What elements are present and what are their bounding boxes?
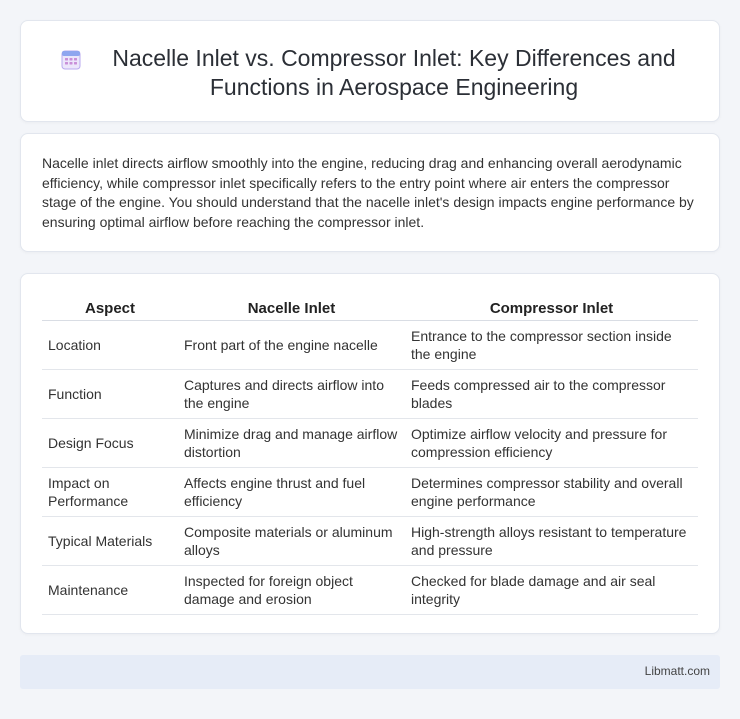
table-row: [42, 566, 698, 615]
header-compressor-inlet: Compressor Inlet: [405, 296, 698, 321]
cell-nacelle: Captures and directs airflow into the engine: [178, 370, 405, 419]
cell-aspect: Typical Materials: [42, 517, 178, 566]
cell-aspect: Impact on Performance: [42, 468, 178, 517]
table-row: [42, 419, 698, 468]
title-card: [20, 20, 720, 122]
cell-aspect: Function: [42, 370, 178, 419]
cell-aspect: Design Focus: [42, 419, 178, 468]
table-row: [42, 468, 698, 517]
cell-nacelle: Inspected for foreign object damage and erosion: [178, 566, 405, 615]
table-row: [42, 517, 698, 566]
header-nacelle-inlet: Nacelle Inlet: [178, 296, 405, 321]
comparison-table: [42, 296, 698, 615]
comparison-card: [20, 273, 720, 634]
intro-paragraph: Nacelle inlet directs airflow smoothly into the engine, reducing drag and enhancing overall aerodynamic efficiency, while compressor inlet specifically refers to the entry point where air enters the compressor stage of the engine. You should understand that the nacelle inlet's design impacts engine performance by ensuring optimal airflow before reaching the compressor inlet.: [42, 155, 694, 230]
cell-compressor: Feeds compressed air to the compressor blades: [405, 370, 698, 419]
footer: [20, 655, 720, 689]
cell-nacelle: Minimize drag and manage airflow distortion: [178, 419, 405, 468]
cell-compressor: Determines compressor stability and overall engine performance: [405, 468, 698, 517]
table-header-row: [42, 296, 698, 321]
cell-compressor: High-strength alloys resistant to temperature and pressure: [405, 517, 698, 566]
cell-nacelle: Affects engine thrust and fuel efficiency: [178, 468, 405, 517]
page-title: Nacelle Inlet vs. Compressor Inlet: Key Differences and Functions in Aerospace Engineering: [112, 45, 676, 100]
cell-compressor: Optimize airflow velocity and pressure for compression efficiency: [405, 419, 698, 468]
cell-aspect: Maintenance: [42, 566, 178, 615]
header-aspect: Aspect: [42, 296, 178, 321]
cell-nacelle: Front part of the engine nacelle: [178, 321, 405, 370]
table-row: [42, 321, 698, 370]
cell-nacelle: Composite materials or aluminum alloys: [178, 517, 405, 566]
intro-card: [20, 133, 720, 252]
cell-aspect: Location: [42, 321, 178, 370]
table-row: [42, 370, 698, 419]
cell-compressor: Entrance to the compressor section inside the engine: [405, 321, 698, 370]
cell-compressor: Checked for blade damage and air seal integrity: [405, 566, 698, 615]
footer-brand[interactable]: Libmatt.com: [644, 664, 710, 678]
